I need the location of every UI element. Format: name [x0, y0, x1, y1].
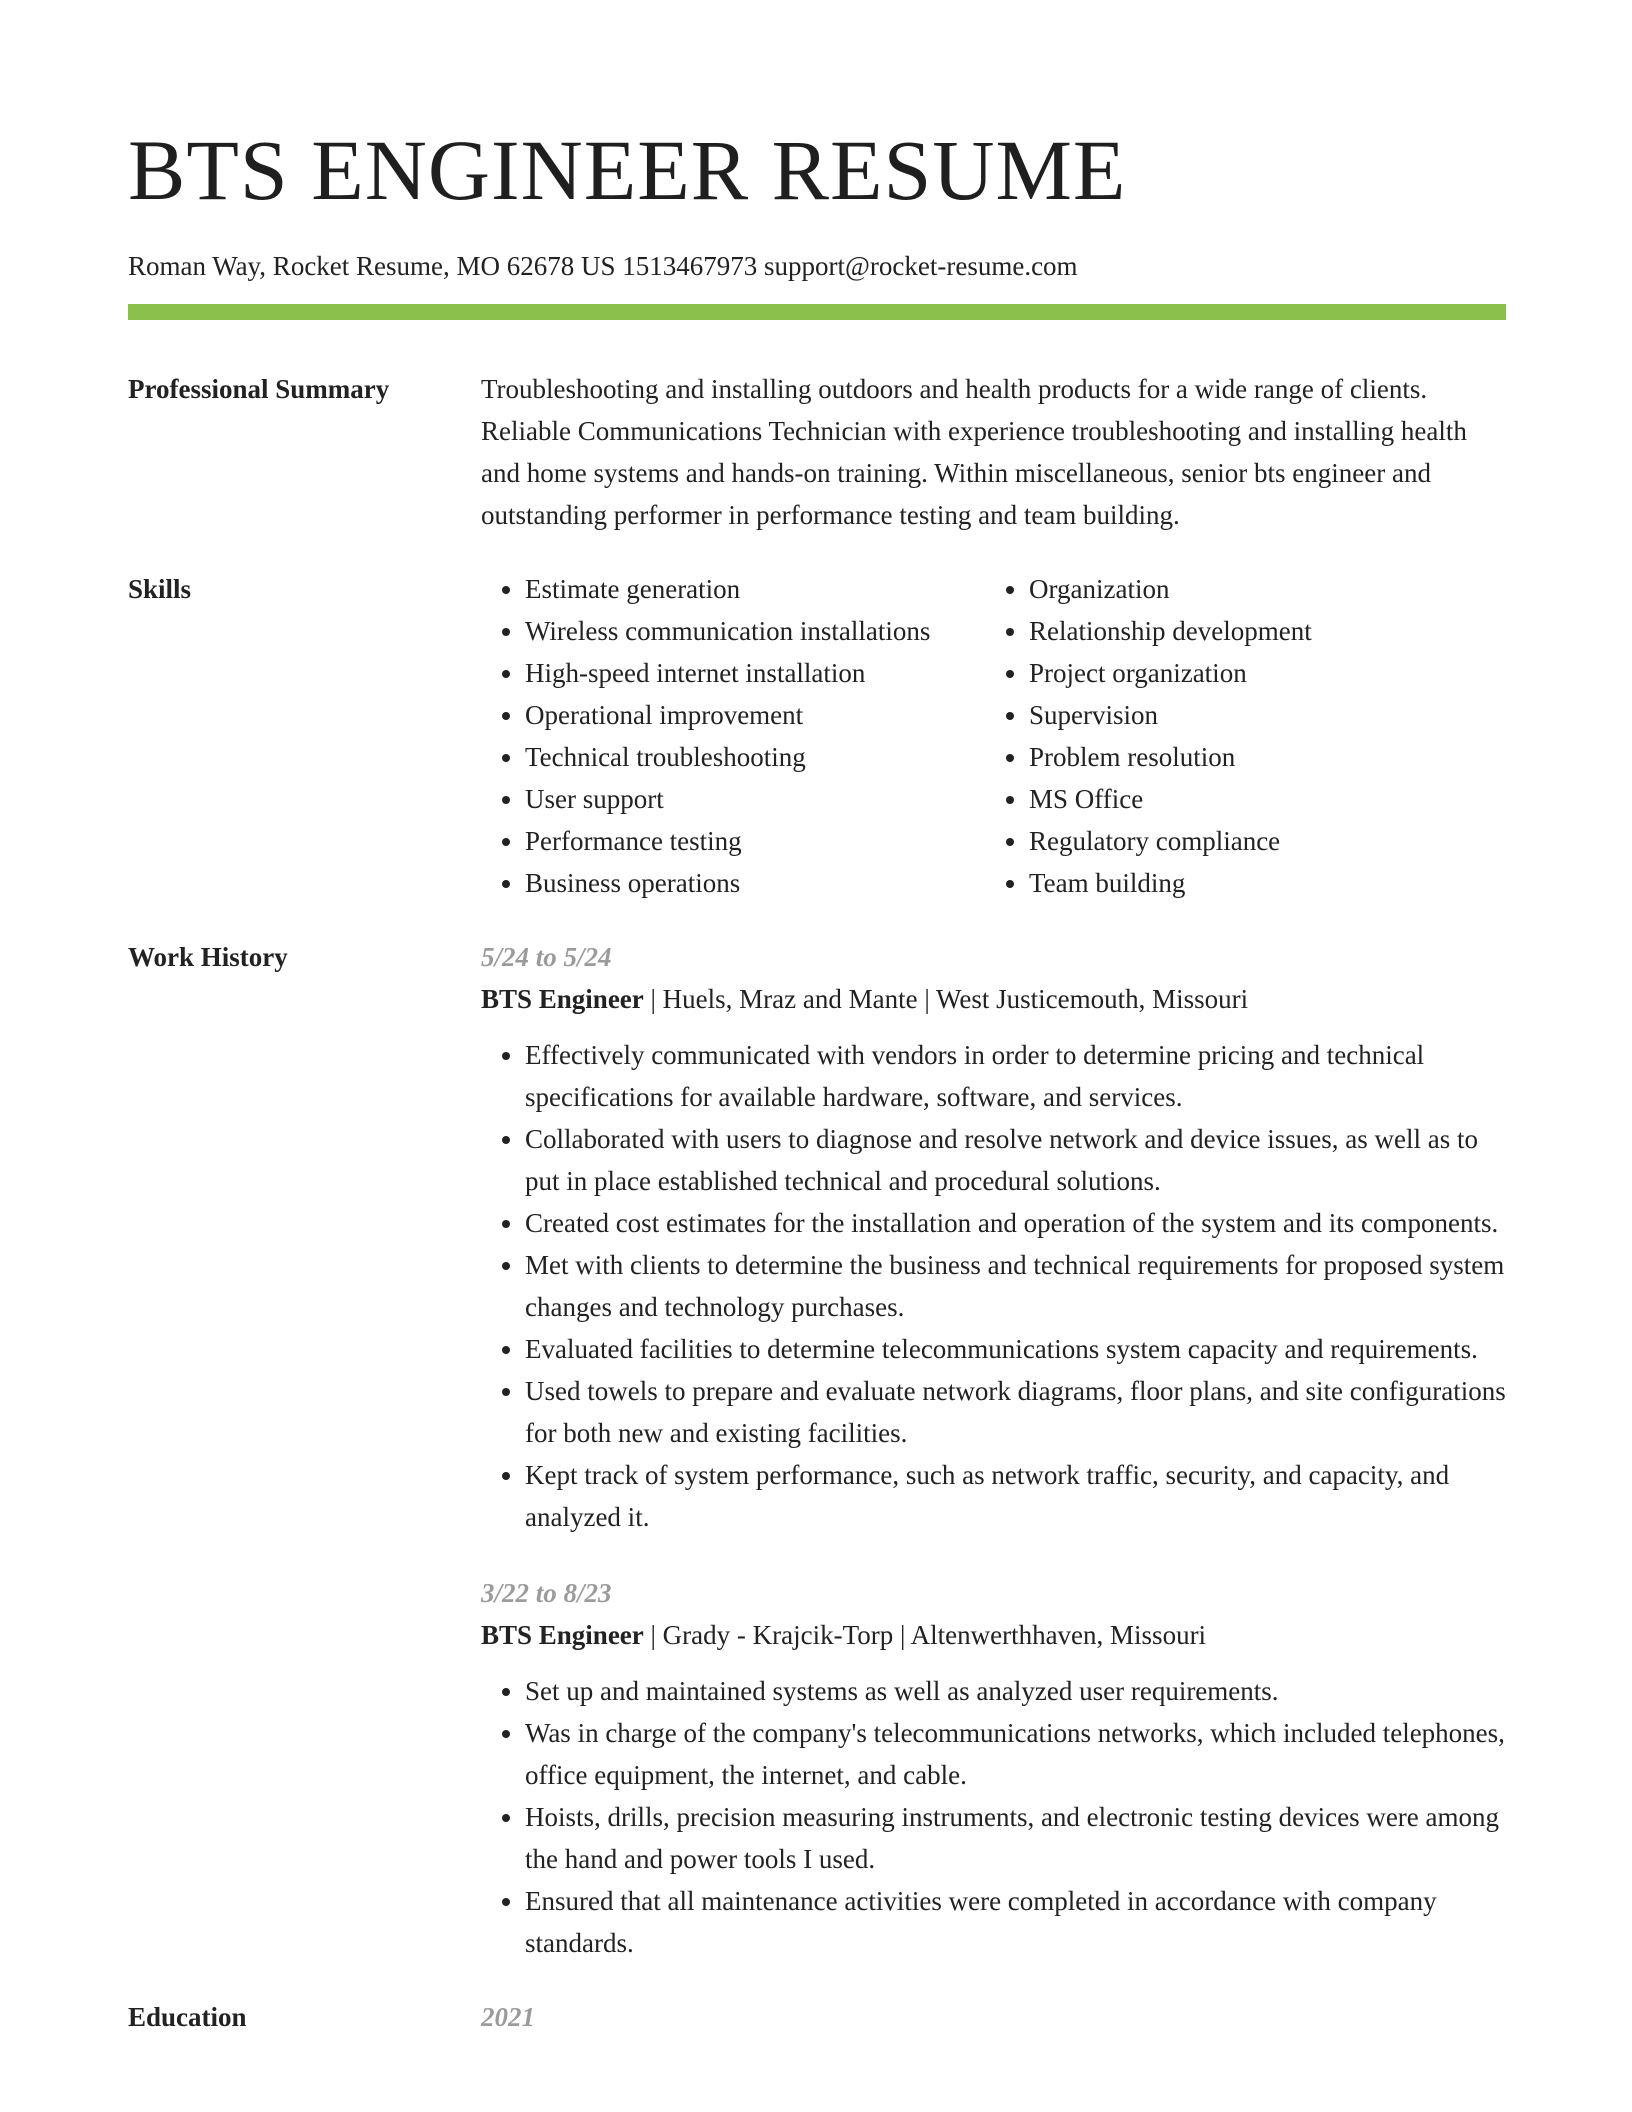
job-bullet: • Used towels to prepare and evaluate network diagrams, floor plans, and site configurations for both new and existing facilities.	[525, 1370, 1506, 1454]
job-dates: 3/22 to 8/23	[481, 1578, 612, 1608]
job-bullet: • Met with clients to determine the business and technical requirements for proposed system changes and technology purchases.	[525, 1244, 1506, 1328]
work-history-section	[128, 936, 1506, 1964]
skill-item: • Regulatory compliance	[1029, 820, 1489, 862]
contact-line: Roman Way, Rocket Resume, MO 62678 US 1513467973 support@rocket-resume.com	[128, 251, 1078, 281]
skill-item: • Estimate generation	[525, 568, 985, 610]
skill-item: • Team building	[1029, 862, 1489, 904]
job-entry-1	[481, 936, 1506, 1538]
skill-item: • Wireless communication installations	[525, 610, 985, 652]
job-details: | Grady - Krajcik-Torp | Altenwerthhaven, Missouri	[643, 1620, 1207, 1650]
education-label: Education	[128, 2002, 247, 2032]
skill-item: • Technical troubleshooting	[525, 736, 985, 778]
job-title: BTS Engineer	[481, 1620, 644, 1650]
job-bullet: • Was in charge of the company's telecommunications networks, which included telephones, office equipment, the internet, and cable.	[525, 1712, 1506, 1796]
job-details: | Huels, Mraz and Mante | West Justicemouth, Missouri	[643, 984, 1249, 1014]
job-bullet: • Created cost estimates for the installation and operation of the system and its components.	[525, 1202, 1506, 1244]
work-history-label: Work History	[128, 942, 288, 972]
summary-label: Professional Summary	[128, 374, 390, 404]
skills-label: Skills	[128, 574, 192, 604]
job-entry-2	[481, 1572, 1506, 1964]
skill-item: • Problem resolution	[1029, 736, 1489, 778]
skill-item: • Performance testing	[525, 820, 985, 862]
accent-divider	[128, 304, 1506, 320]
job-bullets	[481, 1034, 1506, 1538]
job-heading	[481, 978, 1506, 1020]
education-section	[128, 1996, 1506, 2038]
education-dates: 2021	[481, 2002, 535, 2032]
skill-item: • Organization	[1029, 568, 1489, 610]
job-bullet: • Effectively communicated with vendors in order to determine pricing and technical specifications for available hardware, software, and services.	[525, 1034, 1506, 1118]
summary-text: Troubleshooting and installing outdoors and health products for a wide range of clients. Reliable Communications Technician with experience troubleshooting and installing health and home systems and hands-on training. Within miscellaneous, senior bts engineer and outstanding performer in performance testing and team building.	[481, 374, 1467, 530]
resume-title: BTS ENGINEER RESUME	[128, 122, 1127, 218]
job-title: BTS Engineer	[481, 984, 644, 1014]
job-bullet: • Kept track of system performance, such as network traffic, security, and capacity, and analyzed it.	[525, 1454, 1506, 1538]
summary-section	[128, 368, 1506, 536]
resume-page	[128, 0, 1506, 2038]
skills-list-1	[481, 568, 985, 904]
job-bullet: • Set up and maintained systems as well as analyzed user requirements.	[525, 1670, 1506, 1712]
skill-item: • MS Office	[1029, 778, 1489, 820]
job-bullet: • Evaluated facilities to determine telecommunications system capacity and requirements.	[525, 1328, 1506, 1370]
skill-item: • Business operations	[525, 862, 985, 904]
skills-section	[128, 568, 1506, 904]
job-bullets	[481, 1670, 1506, 1964]
skill-item: • High-speed internet installation	[525, 652, 985, 694]
skill-item: • Operational improvement	[525, 694, 985, 736]
job-dates: 5/24 to 5/24	[481, 942, 612, 972]
skill-item: • User support	[525, 778, 985, 820]
skill-item: • Supervision	[1029, 694, 1489, 736]
skill-item: • Project organization	[1029, 652, 1489, 694]
job-heading	[481, 1614, 1506, 1656]
job-bullet: • Collaborated with users to diagnose and resolve network and device issues, as well as to put in place established technical and procedural solutions.	[525, 1118, 1506, 1202]
job-bullet: • Ensured that all maintenance activities were completed in accordance with company standards.	[525, 1880, 1506, 1964]
skills-list-2	[985, 568, 1489, 904]
job-bullet: • Hoists, drills, precision measuring instruments, and electronic testing devices were among the hand and power tools I used.	[525, 1796, 1506, 1880]
skill-item: • Relationship development	[1029, 610, 1489, 652]
